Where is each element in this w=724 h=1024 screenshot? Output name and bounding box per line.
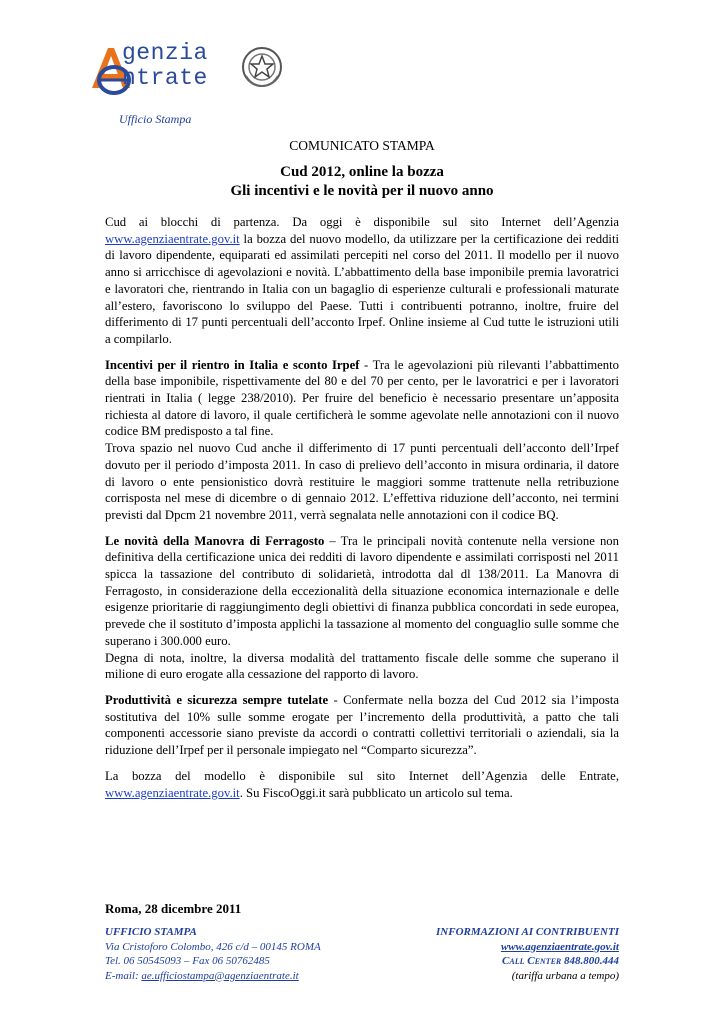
logo-word-entrate: ntrate (122, 65, 208, 91)
agency-website-link-2[interactable]: www.agenziaentrate.gov.it (105, 785, 240, 800)
page-title: Cud 2012, online la bozza (280, 164, 444, 180)
press-office-phone: Tel. 06 50545093 – Fax 06 50762485 (105, 955, 270, 967)
million-paragraph: Degna di nota, inoltre, la diversa modalità del trattamento fiscale delle somme che superano il milione di euro erogate alla cessazione del rapporto di lavoro. (105, 650, 619, 682)
call-center-label: Call Center (502, 955, 562, 967)
deferral-paragraph: Trova spazio nel nuovo Cud anche il differimento di 17 punti percentuali dell’acconto dell’Irpef dovuto per il periodo d’imposta 2011. In caso di prelievo dell’acconto in misura ordinaria, il datore di lavoro o ente pensionistico dovrà restituire le maggiori somme trattenute nella retribuzione corrisposta nel mese di dicembre o di gennaio 2012. L’effettiva riduzione dell’acconto, nei termini previsti dal Dpcm 21 novembre 2011, verrà segnalata nelle annotazioni con il codice BQ. (105, 441, 619, 522)
taxpayer-info-title: INFORMAZIONI AI CONTRIBUENTI (436, 926, 619, 938)
press-office-address: Via Cristoforo Colombo, 426 c/d – 00145 ROMA (105, 940, 321, 953)
taxpayer-info-contacts (359, 925, 619, 983)
call-center-tariff: (tariffa urbana a tempo) (511, 969, 619, 982)
press-office-title: UFFICIO STAMPA (105, 926, 197, 938)
availability-paragraph: La bozza del modello è disponibile sul sito Internet dell’Agenzia delle Entrate, www.agenziaentrate.gov.it. Su FiscoOggi.it sarà pubblicato un articolo sul tema. (105, 768, 619, 800)
press-release-label: COMUNICATO STAMPA (289, 138, 435, 153)
agency-website-link[interactable]: www.agenziaentrate.gov.it (105, 231, 240, 246)
manovra-heading: Le novità della Manovra di Ferragosto (105, 533, 325, 548)
release-date: Roma, 28 dicembre 2011 (105, 901, 242, 916)
press-office-label: Ufficio Stampa (119, 112, 192, 126)
press-office-email-row: E-mail: ae.ufficiostampa@agenziaentrate.it (105, 969, 299, 982)
intro-paragraph: Cud ai blocchi di partenza. Da oggi è disponibile sul sito Internet dell’Agenzia www.agenziaentrate.gov.it la bozza del nuovo modello, da utilizzare per la certificazione dei redditi di lavoro dipendente, equiparati ed assimilati percepiti nel corso del 2011. Il modello per il nuovo anno si arricchisce di agevolazioni e novità. L’abbattimento della base imponibile premia lavoratrici e lavoratori che, rientrando in Italia con un bagaglio di esperienze culturali e professionali maturate all’estero, favoriscono lo sviluppo del Paese. Tutti i contribuenti potranno, inoltre, fruire del differimento di 17 punti percentuali dell’acconto Irpef. Online insieme al Cud tutte le istruzioni utili a compilarlo. (105, 215, 619, 346)
call-center-number: 848.800.444 (564, 955, 619, 967)
productivity-paragraph: Produttività e sicurezza sempre tutelate - Confermate nella bozza del Cud 2012 sia l’imposta sostitutiva del 10% sulle somme erogate per l’incremento della produttività, a patto che tali componenti accessorie siano previste da accordi o contratti collettivi territoriali o aziendali, sia la riduzione dell’Irpef per il personale impiegato nel “Comparto sicurezza”. (105, 692, 619, 758)
press-office-email-link[interactable]: ae.ufficiostampa@agenziaentrate.it (141, 969, 299, 982)
agenzia-entrate-logo (88, 38, 288, 98)
productivity-heading: Produttività e sicurezza sempre tutelate (105, 692, 329, 707)
incentives-paragraph: Incentivi per il rientro in Italia e sconto Irpef - Tra le agevolazioni più rilevanti l’abbattimento della base imponibile, rispettivamente del 80 e del 70 per cento, per le lavoratrici e per i lavoratori rientrati in Italia ( legge 238/2010). Per fruire del beneficio è necessario presentare un’apposita richiesta al datore di lavoro, il quale certificherà le somme agevolate nelle annotazioni con il nuovo codice BM predisposto a tal fine. (105, 357, 619, 439)
call-center-row (359, 954, 619, 969)
incentives-heading: Incentivi per il rientro in Italia e sconto Irpef (105, 357, 360, 372)
taxpayer-info-website-link[interactable]: www.agenziaentrate.gov.it (500, 940, 619, 953)
manovra-paragraph: Le novità della Manovra di Ferragosto – Tra le principali novità contenute nella versione non definitiva della certificazione unica dei redditi di lavoro dipendente e assimilati corrisposti nel 2011 spicca la tassazione del contributo di solidarietà, introdotta dal dl 138/2011. La Manovra di Ferragosto, in considerazione della eccezionalità della situazione economica internazionale e delle esigenze prioritarie di raggiungimento degli obiettivi di finanza pubblica concordati in sede europea, prevede che il sostituto d’imposta applichi la tassazione al momento del conguaglio sulle somme che superano i 300.000 euro. (105, 533, 619, 648)
press-release-body (105, 214, 619, 810)
republic-emblem-icon (240, 44, 284, 90)
logo-word-agenzia: genzia (122, 40, 208, 66)
page-subtitle: Gli incentivi e le novità per il nuovo anno (230, 183, 494, 199)
